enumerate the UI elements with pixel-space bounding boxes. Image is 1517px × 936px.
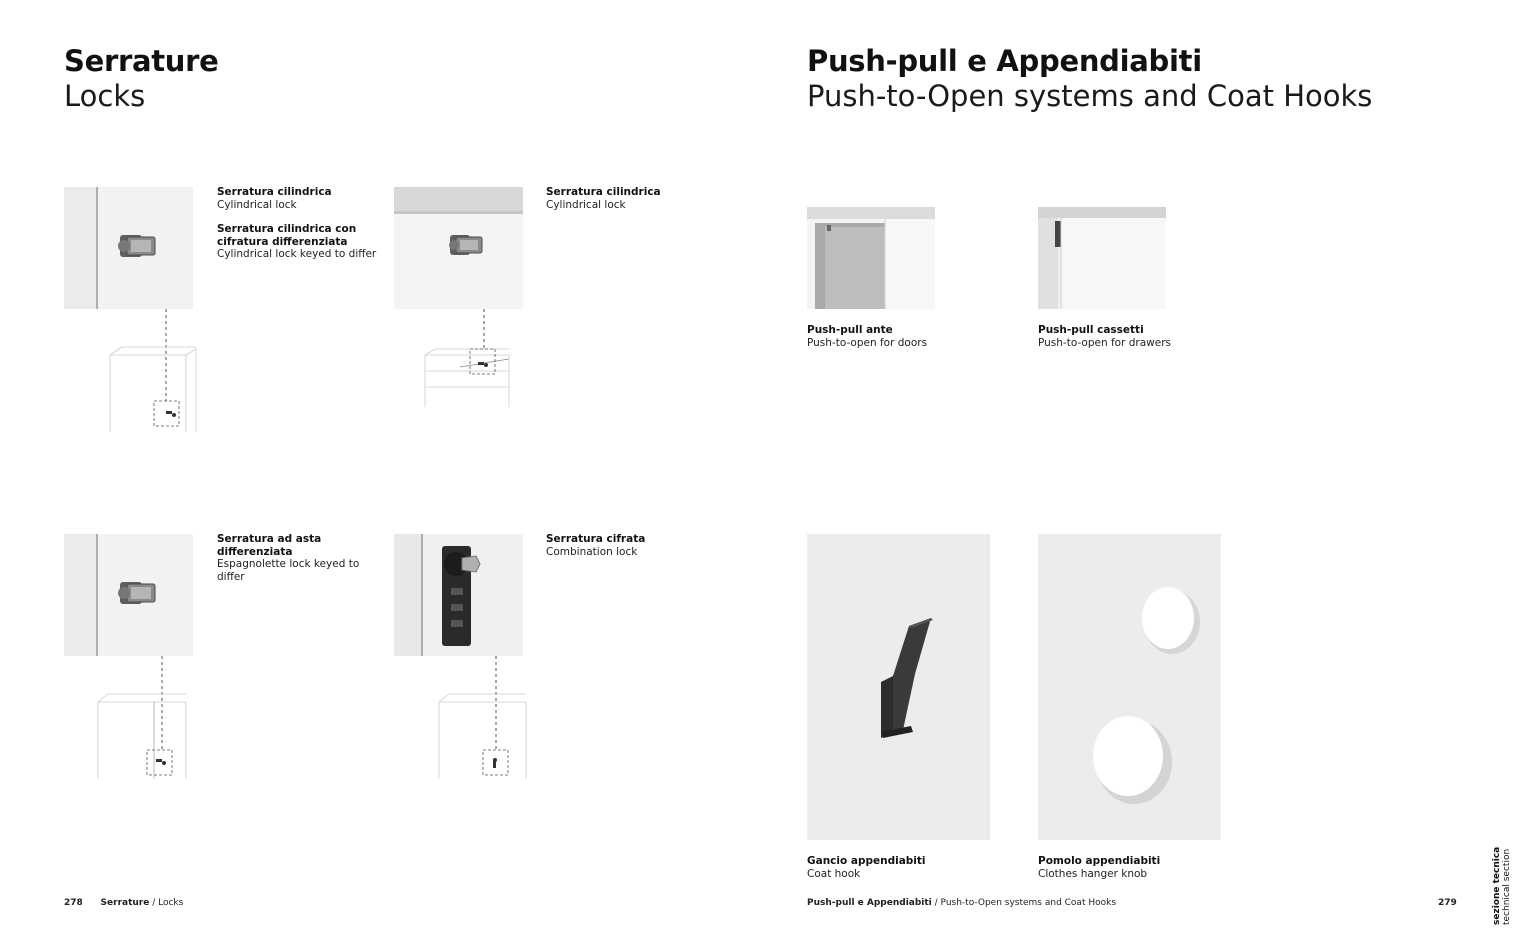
caption-it: Serratura cilindrica — [546, 186, 661, 198]
side-label-it: sezione tecnica — [1492, 846, 1502, 925]
push-pull-drawers-photo — [1038, 187, 1166, 309]
hanger-knob-photo — [1038, 534, 1221, 840]
caption-hanger-knob — [1038, 855, 1238, 880]
drawer-lock-diagram — [420, 309, 520, 409]
caption-en: Espagnolette lock keyed to differ — [217, 558, 360, 583]
caption-en: Cylindrical lock — [546, 198, 626, 211]
espagnolette-lock-photo — [64, 534, 193, 656]
left-title-it: Serrature — [64, 44, 219, 78]
page-number: 279 — [1438, 898, 1457, 908]
right-title-en: Push-to-Open systems and Coat Hooks — [807, 79, 1373, 113]
caption-en: Push-to-open for doors — [807, 336, 928, 349]
cylindrical-lock-diagram — [104, 309, 204, 434]
caption-en: Push-to-open for drawers — [1038, 336, 1172, 349]
caption-en: Cylindrical lock — [217, 198, 297, 211]
push-pull-doors-photo — [807, 187, 935, 309]
caption-it: Serratura cilindrica — [217, 186, 332, 198]
right-title-it: Push-pull e Appendiabiti — [807, 44, 1202, 78]
side-section-label — [1492, 847, 1512, 925]
footer-section-it: Serrature — [100, 898, 150, 908]
espagnolette-lock-diagram — [94, 656, 194, 781]
combination-lock-diagram — [434, 656, 534, 781]
page-number: 278 — [64, 898, 83, 908]
footer-separator: / — [149, 898, 159, 908]
caption-push-pull-doors — [807, 324, 1007, 349]
drawer-cylindrical-lock-photo — [394, 187, 523, 309]
caption-drawer-cylindrical-lock — [546, 186, 716, 211]
caption-it: Pomolo appendiabiti — [1038, 855, 1161, 867]
caption-push-pull-drawers — [1038, 324, 1238, 349]
page-number-right — [1438, 898, 1457, 908]
caption-it: Push-pull cassetti — [1038, 324, 1144, 336]
footer-section-en: Push-to-Open systems and Coat Hooks — [940, 898, 1117, 908]
coat-hook-photo — [807, 534, 990, 840]
left-title-en: Locks — [64, 79, 146, 113]
footer-section-it: Push-pull e Appendiabiti — [807, 898, 932, 908]
caption-it: Serratura cilindrica con cifratura differenziata — [217, 223, 357, 248]
footer-section-en: Locks — [158, 898, 184, 908]
caption-combination-lock — [546, 533, 716, 558]
caption-it: Serratura cifrata — [546, 533, 646, 545]
combination-lock-photo — [394, 534, 523, 656]
caption-it: Gancio appendiabiti — [807, 855, 926, 867]
caption-en: Clothes hanger knob — [1038, 867, 1148, 880]
caption-it: Serratura ad asta differenziata — [217, 533, 322, 558]
right-footer — [807, 898, 1116, 908]
caption-it: Push-pull ante — [807, 324, 893, 336]
side-label-en: technical section — [1502, 848, 1512, 925]
footer-separator: / — [931, 898, 941, 908]
caption-en: Coat hook — [807, 867, 861, 880]
cylindrical-lock-photo — [64, 187, 193, 309]
caption-espagnolette-lock — [217, 533, 367, 583]
left-footer — [64, 898, 183, 908]
caption-en: Cylindrical lock keyed to differ — [217, 248, 377, 261]
caption-cylindrical-lock — [217, 186, 387, 261]
caption-coat-hook — [807, 855, 1007, 880]
caption-en: Combination lock — [546, 545, 638, 558]
